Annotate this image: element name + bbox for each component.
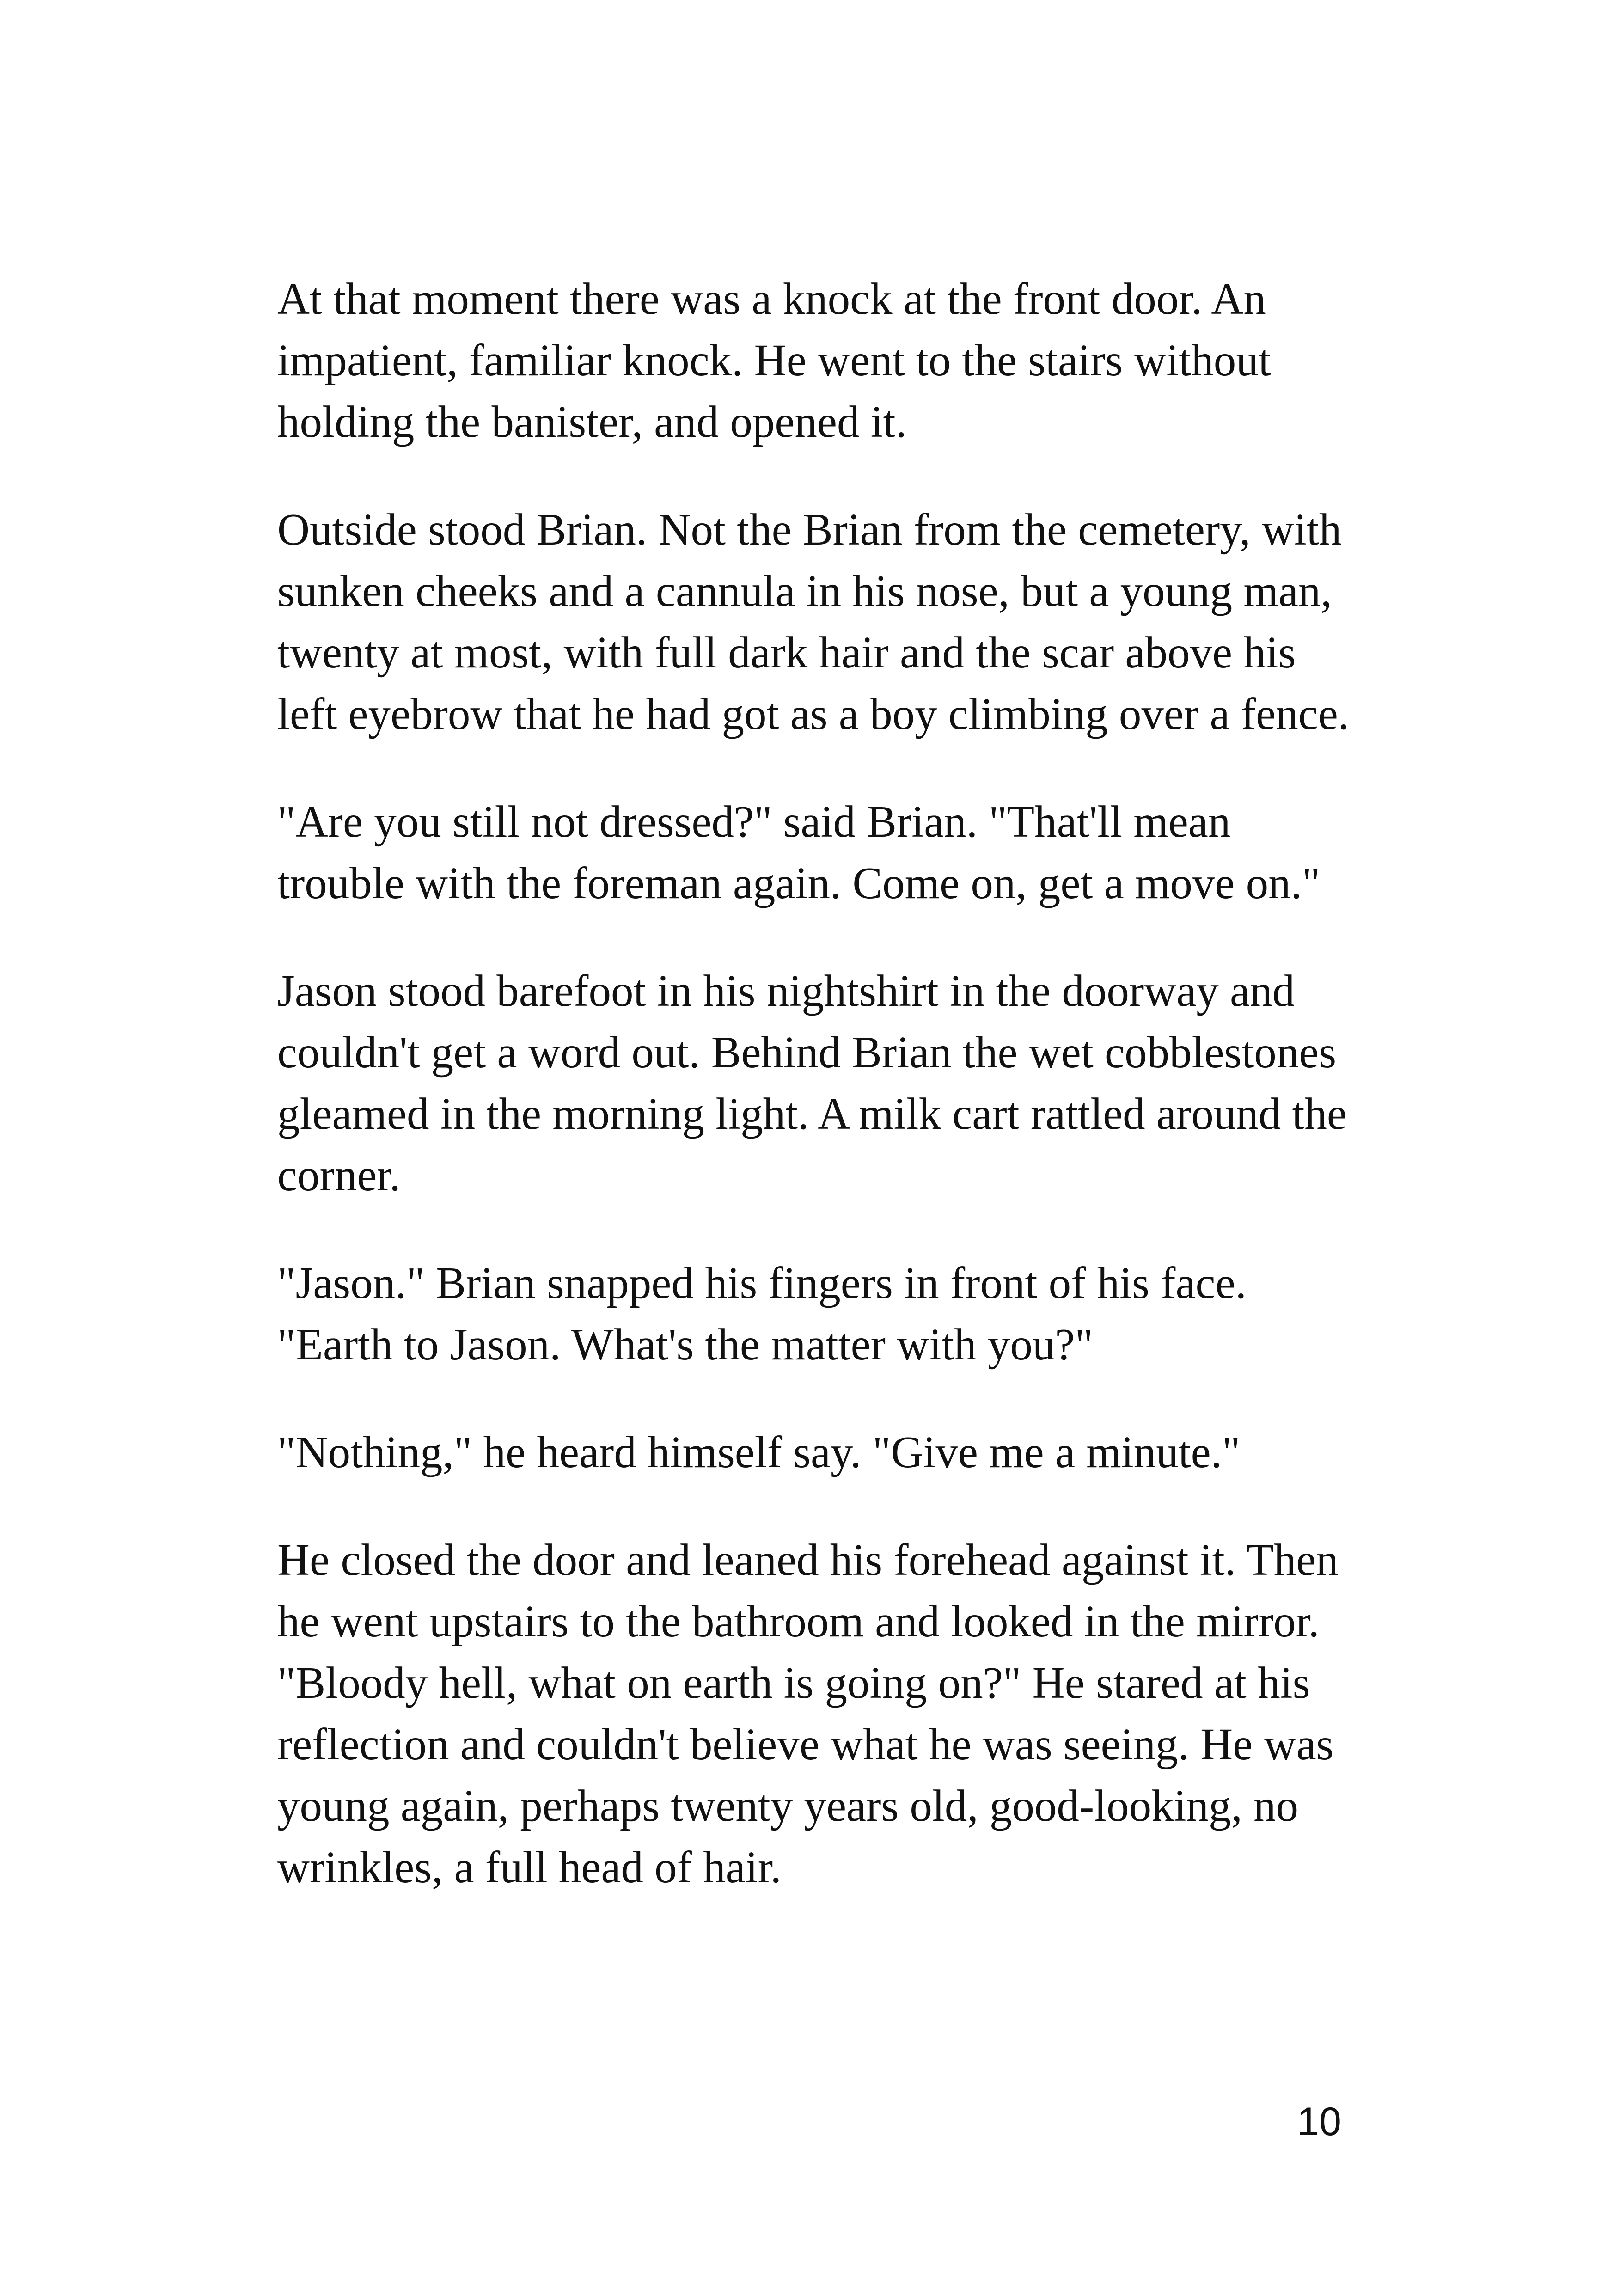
paragraph: "Are you still not dressed?" said Brian. "That'll mean trouble with the foreman again. Come on, get a move on." (277, 797, 1321, 908)
body-text (277, 268, 1359, 1944)
paragraph: "Nothing," he heard himself say. "Give me a minute." (277, 1427, 1241, 1477)
page-number: 10 (1297, 2100, 1341, 2144)
paragraph: Jason stood barefoot in his nightshirt in the doorway and couldn't get a word out. Behind Brian the wet cobblestones gleamed in the morning light. A milk cart rattled around the corner. (277, 966, 1347, 1200)
paragraph: He closed the door and leaned his forehead against it. Then he went upstairs to the bathroom and looked in the mirror. "Bloody hell, what on earth is going on?" He stared at his reflection and couldn't believe what he was seeing. He was young again, perhaps twenty years old, good-looking, no wrinkles, a full head of hair. (277, 1535, 1339, 1892)
paragraph: "Jason." Brian snapped his fingers in front of his face. "Earth to Jason. What's the matter with you?" (277, 1258, 1247, 1369)
paragraph: At that moment there was a knock at the front door. An impatient, familiar knock. He went to the stairs without holding the banister, and opened it. (277, 274, 1271, 447)
paragraph: Outside stood Brian. Not the Brian from the cemetery, with sunken cheeks and a cannula in his nose, but a young man, twenty at most, with full dark hair and the scar above his left eyebrow that he had got as a boy climbing over a fence. (277, 505, 1350, 739)
